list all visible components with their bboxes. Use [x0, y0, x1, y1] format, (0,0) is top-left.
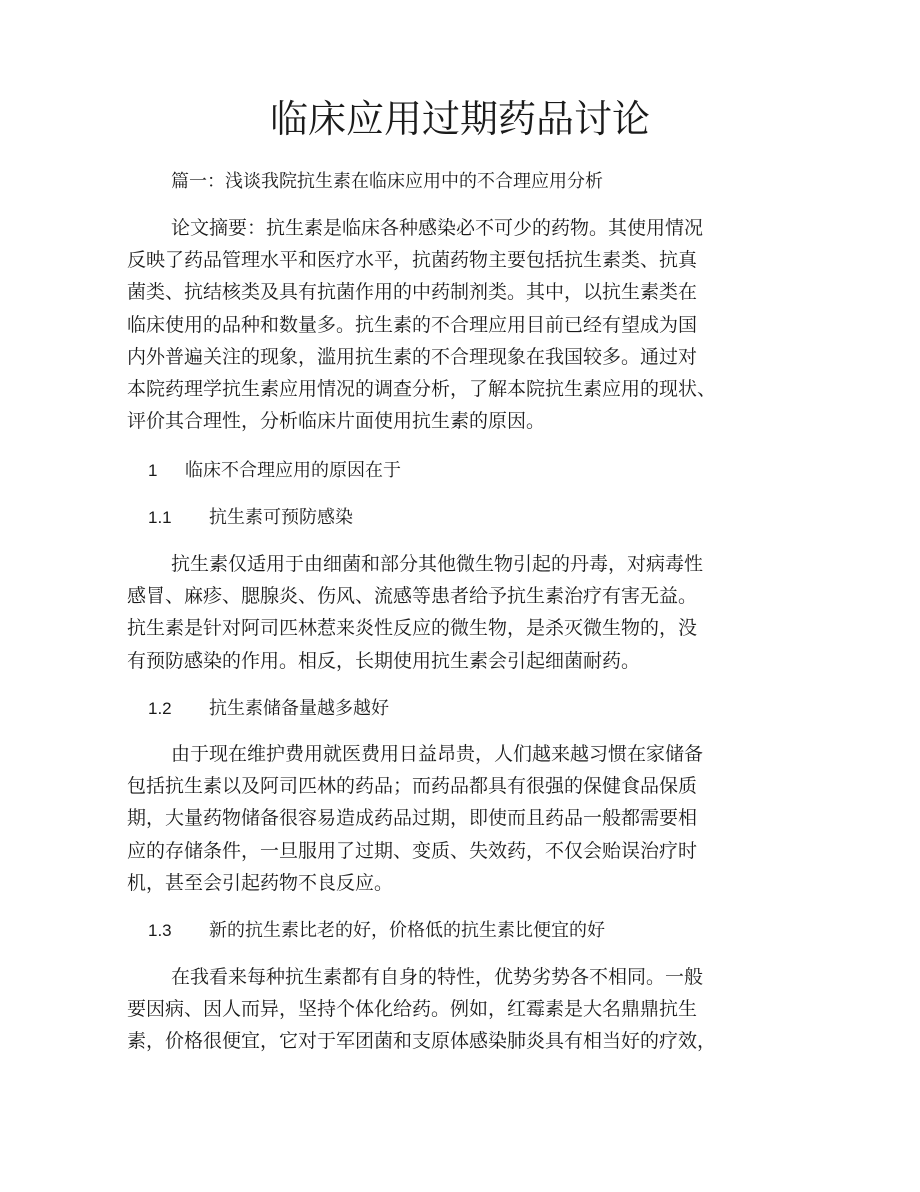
paragraph-line: 素，价格很便宜，它对于军团菌和支原体感染肺炎具有相当好的疗效，: [127, 1030, 717, 1053]
abstract-line: 临床使用的品种和数量多。抗生素的不合理应用目前已经有望成为国: [127, 313, 698, 336]
section-number: 1: [148, 461, 158, 480]
section-heading-1: [148, 457, 401, 485]
document-title: 临床应用过期药品讨论: [269, 97, 650, 141]
section-number: 1.2: [148, 699, 172, 718]
section-1-1-paragraph: [127, 548, 703, 677]
abstract-paragraph: [127, 212, 717, 437]
abstract-line: 本院药理学抗生素应用情况的调查分析，了解本院抗生素应用的现状、: [127, 378, 717, 401]
abstract-line: 反映了药品管理水平和医疗水平，抗菌药物主要包括抗生素类、抗真: [127, 249, 698, 272]
section-title: 抗生素可预防感染: [209, 507, 353, 528]
paragraph-line: 包括抗生素以及阿司匹林的药品；而药品都具有很强的保健食品保质: [127, 775, 698, 798]
paragraph-line: 应的存储条件，一旦服用了过期、变质、失效药，不仅会贻误治疗时: [127, 839, 698, 862]
paragraph-line: 在我看来每种抗生素都有自身的特性，优势劣势各不相同。一般: [171, 966, 704, 988]
paragraph-line: 机，甚至会引起药物不良反应。: [127, 871, 394, 894]
paragraph-line: 要因病、因人而异，坚持个体化给药。例如，红霉素是大名鼎鼎抗生: [127, 998, 698, 1021]
section-title: 抗生素储备量越多越好: [209, 698, 389, 719]
section-title: 临床不合理应用的原因在于: [185, 460, 401, 481]
paragraph-line: 抗生素仅适用于由细菌和部分其他微生物引起的丹毒，对病毒性: [171, 553, 704, 575]
section-1-3-paragraph: [127, 961, 717, 1058]
section-1-2-paragraph: [127, 738, 703, 899]
abstract-line: 内外普遍关注的现象，滥用抗生素的不合理现象在我国较多。通过对: [127, 345, 698, 368]
paragraph-line: 有预防感染的作用。相反，长期使用抗生素会引起细菌耐药。: [127, 649, 641, 672]
section-title: 新的抗生素比老的好，价格低的抗生素比便宜的好: [209, 920, 605, 941]
section-heading-1-1: [148, 504, 353, 532]
abstract-line: 论文摘要：抗生素是临床各种感染必不可少的药物。其使用情况: [171, 217, 704, 239]
section-number: 1.3: [148, 921, 172, 940]
paragraph-line: 抗生素是针对阿司匹林惹来炎性反应的微生物，是杀灭微生物的，没: [127, 617, 698, 640]
abstract-line: 菌类、抗结核类及具有抗菌作用的中药制剂类。其中，以抗生素类在: [127, 281, 698, 304]
paragraph-line: 感冒、麻疹、腮腺炎、伤风、流感等患者给予抗生素治疗有害无益。: [127, 585, 698, 608]
abstract-line: 评价其合理性，分析临床片面使用抗生素的原因。: [127, 410, 546, 433]
section-heading-1-2: [148, 695, 389, 723]
section-number: 1.1: [148, 508, 172, 527]
paragraph-line: 由于现在维护费用就医费用日益昂贵，人们越来越习惯在家储备: [171, 743, 704, 765]
article-subtitle: 篇一：浅谈我院抗生素在临床应用中的不合理应用分析: [171, 171, 603, 192]
section-heading-1-3: [148, 917, 605, 945]
paragraph-line: 期，大量药物储备很容易造成药品过期，即使而且药品一般都需要相: [127, 807, 698, 830]
